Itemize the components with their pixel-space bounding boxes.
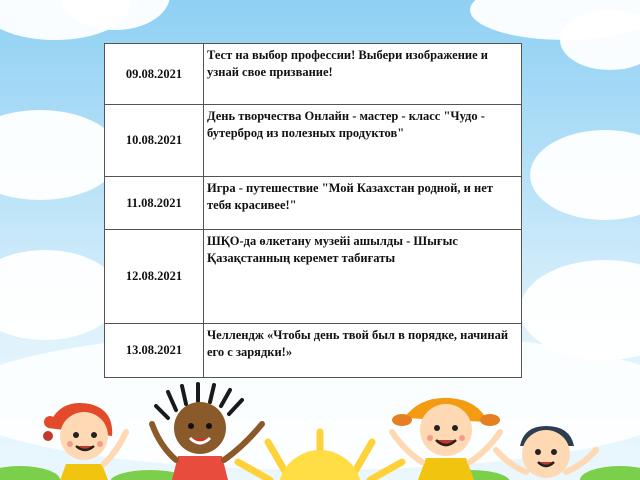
cloud-left-mid xyxy=(0,110,120,200)
date-cell: 10.08.2021 xyxy=(105,105,204,177)
event-cell: ШҚО-да өлкетану музейі ашылды - Шығыс Қазақстанның керемет табиғаты xyxy=(204,230,522,324)
boy-right-icon xyxy=(496,426,596,478)
date-cell: 13.08.2021 xyxy=(105,324,204,378)
date-cell: 12.08.2021 xyxy=(105,230,204,324)
date-cell: 11.08.2021 xyxy=(105,177,204,230)
cloud-right-mid xyxy=(530,130,640,220)
event-cell: Челлендж «Чтобы день твой был в порядке, начинай его с зарядки!» xyxy=(204,324,522,378)
kids-illustration xyxy=(0,380,640,480)
schedule-table xyxy=(104,43,522,378)
table-row xyxy=(105,230,522,324)
girl-right-icon xyxy=(392,398,500,480)
date-cell: 09.08.2021 xyxy=(105,44,204,105)
girl-left-icon xyxy=(43,403,126,480)
table-row xyxy=(105,177,522,230)
cloud-top-right-puff xyxy=(560,10,640,70)
table-row xyxy=(105,324,522,378)
table-row xyxy=(105,105,522,177)
event-cell: День творчества Онлайн - мастер - класс "Чудо - бутерброд из полезных продуктов" xyxy=(204,105,522,177)
cloud-left-low xyxy=(0,250,120,340)
table-row xyxy=(105,44,522,105)
event-cell: Тест на выбор профессии! Выбери изображение и узнай свое призвание! xyxy=(204,44,522,105)
sun-icon xyxy=(238,432,402,480)
event-cell: Игра - путешествие "Мой Казахстан родной, и нет тебя красивее!" xyxy=(204,177,522,230)
